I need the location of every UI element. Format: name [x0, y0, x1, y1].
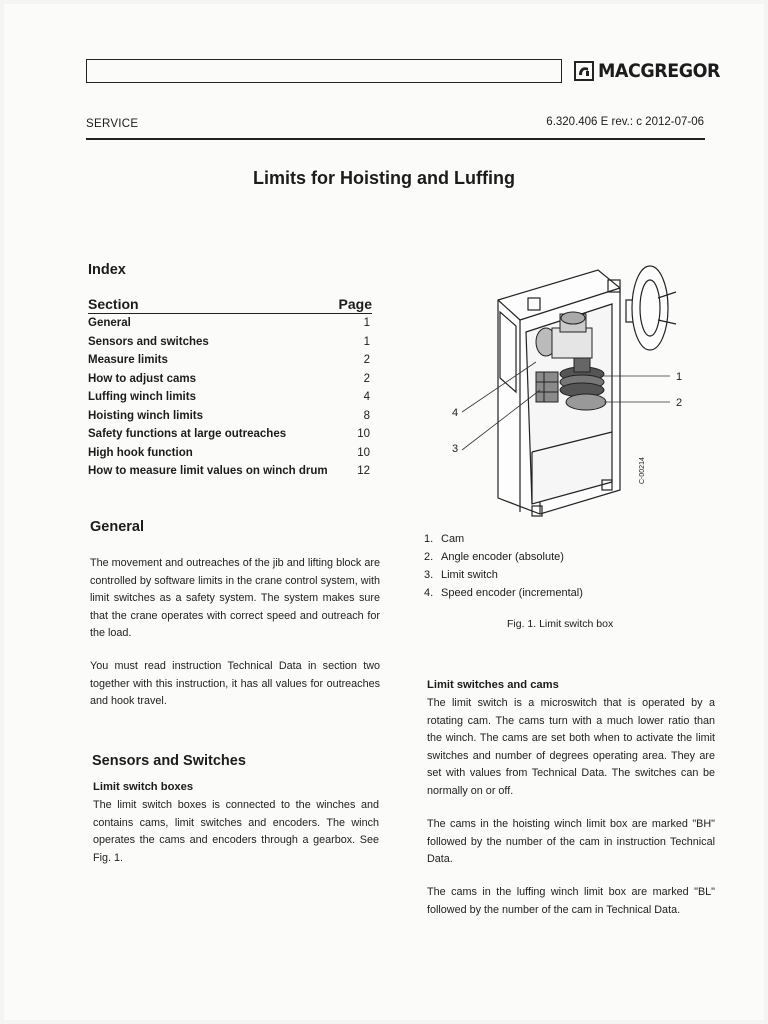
callout-4: 4: [452, 407, 459, 419]
macgregor-logo-icon: [574, 61, 594, 81]
limit-switch-boxes-heading: Limit switch boxes: [93, 781, 194, 793]
index-page-number: 2: [363, 354, 370, 366]
figure-legend: [424, 530, 583, 602]
callout-2: 2: [676, 397, 683, 409]
index-row: [88, 462, 372, 481]
figure-code: C-00214: [639, 457, 646, 484]
general-heading: General: [90, 519, 144, 535]
index-section-name: Luffing winch limits: [88, 391, 196, 403]
index-page-number: 10: [357, 446, 370, 459]
callout-1: 1: [676, 371, 683, 383]
index-row: [88, 388, 372, 407]
index-row: [88, 333, 372, 352]
index-col-page: Page: [338, 296, 372, 312]
index-col-section: Section: [88, 296, 139, 312]
legend-item: 4. Speed encoder (incremental): [424, 587, 583, 599]
limit-switch-box-figure: [440, 262, 700, 524]
index-page-number: 1: [363, 335, 370, 348]
limit-switch-boxes-paragraph: The limit switch boxes is connected to the winches and contains cams, limit switches and encoders. The winch operates the cams and encoders through a gearbox. See Fig. 1.: [93, 799, 379, 864]
index-row: [88, 314, 372, 333]
index-page-number: 8: [363, 409, 370, 422]
index-header-row: [88, 296, 372, 314]
index-page-number: 1: [363, 317, 370, 329]
document-reference: 6.320.406 E rev.: c 2012-07-06: [546, 116, 704, 128]
index-page-number: 2: [363, 372, 370, 385]
cams-paragraph-2: The cams in the hoisting winch limit box are marked "BH" followed by the number of the cam in instruction Technical Data.: [427, 818, 715, 865]
callout-3: 3: [452, 443, 459, 455]
index-heading: Index: [88, 262, 126, 278]
index-section-name: How to measure limit values on winch drum: [88, 465, 328, 477]
cams-paragraph-1: The limit switch is a microswitch that is operated by a rotating cam. The cams turn with a much lower ratio than the winch. The cams are set both when to activate the limit switches and number of degrees operating area. They are set with values from Technical Data. The switches can be normally on or off.: [427, 697, 715, 797]
legend-item: 1. Cam: [424, 533, 465, 545]
index-row: [88, 407, 372, 426]
service-label: SERVICE: [86, 118, 139, 130]
index-row: [88, 444, 372, 463]
index-section-name: Hoisting winch limits: [88, 409, 204, 422]
brand-logo: [574, 59, 731, 83]
legend-item: 2. Angle encoder (absolute): [424, 551, 564, 563]
index-row: [88, 351, 372, 370]
index-section-name: High hook function: [88, 446, 193, 459]
header-rule: [86, 138, 705, 140]
index-page-number: 10: [357, 428, 370, 440]
index-section-name: General: [88, 317, 131, 329]
index-page-number: 12: [357, 465, 370, 477]
index-section-name: Measure limits: [88, 354, 168, 366]
limit-switches-and-cams-heading: Limit switches and cams: [427, 679, 559, 691]
index-page-number: 4: [363, 391, 370, 403]
legend-item: 3. Limit switch: [424, 569, 498, 581]
page-title: Limits for Hoisting and Luffing: [253, 168, 515, 188]
header-empty-box: [86, 59, 562, 83]
general-paragraph-2: You must read instruction Technical Data in section two together with this instruction, it has all values for outreaches and hook travel.: [90, 660, 380, 707]
sensors-heading: Sensors and Switches: [92, 753, 246, 769]
index-table: [88, 296, 372, 481]
index-row: [88, 425, 372, 444]
general-paragraph-1: The movement and outreaches of the jib and lifting block are controlled by software limits in the crane control system, with limit switches as a safety system. The system makes sure that the crane operates with correct speed and outreach for the load.: [90, 557, 380, 639]
index-section-name: Sensors and switches: [88, 335, 209, 348]
index-row: [88, 370, 372, 389]
index-section-name: How to adjust cams: [88, 372, 196, 385]
index-section-name: Safety functions at large outreaches: [88, 428, 287, 440]
cams-paragraph-3: The cams in the luffing winch limit box are marked "BL" followed by the number of the cam in Technical Data.: [427, 886, 715, 916]
brand-name: MACGREGOR: [598, 60, 721, 82]
figure-caption: Fig. 1. Limit switch box: [507, 618, 614, 630]
